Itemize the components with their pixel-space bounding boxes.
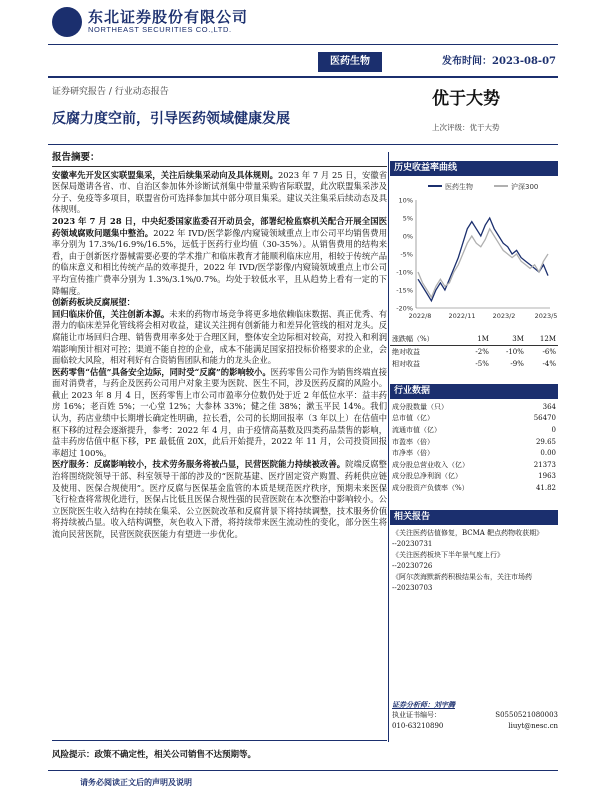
y-tick-label: 5% xyxy=(402,214,413,223)
y-tick-label: -15% xyxy=(396,286,413,295)
publish-date: 发布时间：2023-08-07 xyxy=(442,56,556,67)
list-item: --20230731 xyxy=(392,540,433,548)
sector-badge: 医药生物 xyxy=(318,52,382,72)
row-value: -10% xyxy=(505,348,524,356)
x-tick-label: 2022/8 xyxy=(408,312,432,320)
table-row xyxy=(390,413,558,425)
performance-col-3m: 3M xyxy=(491,333,526,346)
report-title: 反腐力度空前，引导医药领域健康发展 xyxy=(52,111,290,127)
row-label: 相对收益 xyxy=(392,360,420,368)
paragraph-5-lead: 医疗服务：反腐影响较小，技术劳务服务将被凸显，民营医院能力持续被改善。 xyxy=(52,459,346,470)
summary-body xyxy=(52,152,387,541)
analyst-email[interactable]: liuyt@nesc.cn xyxy=(508,722,558,730)
performance-title: 涨跌幅（%） xyxy=(390,333,463,346)
paragraph-3-lead: 回归临床价值，关注创新本源。 xyxy=(52,308,170,319)
table-row xyxy=(390,482,558,494)
company-name-en: NORTHEAST SECURITIES CO.,LTD. xyxy=(88,25,232,34)
row-label: 市净率（倍） xyxy=(392,449,434,458)
paragraph-4 xyxy=(52,367,387,460)
row-label: 成分股资产负债率（%） xyxy=(392,483,469,492)
title-divider xyxy=(48,144,558,145)
paragraph-3 xyxy=(52,309,387,367)
list-item: --20230726 xyxy=(392,562,433,570)
y-tick-label: 0% xyxy=(402,232,413,241)
paragraph-2-lead: 2023 年 7 月 28 日，中央纪委国家监委召开动员会，部署纪检监察机关配合开展全国医药领域腐败问题集中整治。 xyxy=(52,215,387,238)
analyst-info xyxy=(392,699,558,732)
paragraph-1-lead: 安徽率先开发区实联盟集采，关注后续集采动向及具体规则。 xyxy=(52,169,278,180)
header-rule xyxy=(48,76,558,78)
row-value: 0 xyxy=(551,425,556,434)
row-label: 成分股总净利润（亿） xyxy=(392,472,462,481)
row-value: 41.82 xyxy=(535,483,556,492)
return-chart xyxy=(390,176,558,326)
breadcrumb: 证券研究报告 / 行业动态报告 xyxy=(52,87,169,97)
x-tick-label: 2023/2 xyxy=(492,312,516,320)
y-tick-label: -5% xyxy=(400,250,413,259)
y-tick-label: -20% xyxy=(396,304,413,313)
row-label: 市盈率（倍） xyxy=(392,437,434,446)
x-tick-label: 2022/11 xyxy=(448,312,476,320)
company-name-cn: 东北证券股份有限公司 xyxy=(88,8,249,26)
related-reports-list xyxy=(392,528,558,594)
cert-label: 执业证书编号： xyxy=(392,711,441,719)
row-label: 总市值（亿） xyxy=(392,414,434,423)
list-item[interactable]: 《关注医药估值修复，BCMA 靶点药物收获期》 xyxy=(392,529,544,537)
series-line xyxy=(418,218,548,301)
row-label: 成分股数量（只） xyxy=(392,402,448,411)
row-value: -9% xyxy=(510,360,524,368)
list-item[interactable]: 《关注医药板块下半年景气度上行》 xyxy=(392,551,504,559)
row-value: 364 xyxy=(542,402,556,411)
paragraph-3-text: 未来的药物市场竞争将更多地依赖临床数据、真正优秀、有潜力的临床差异化管线将会相对收益，建议关注拥有创新能力和差异化管线的相对龙头。反腐能让市场回归合理、销售费用率多处于合理区间，整体安全边际相对较高，对投入和利润端影响预计相对可控；渠道不能自控的企业，成本不能满足国家招投标价格要求的企业，会面临较大风险，相对利好有合资销售团队和能力的龙头企业。 xyxy=(52,308,387,366)
row-value: 29.65 xyxy=(535,437,556,446)
risk-warning: 风险提示：政策不确定性，相关公司销售不达预期等。 xyxy=(52,750,257,760)
x-tick-label: 2023/5 xyxy=(534,312,558,320)
table-row xyxy=(390,471,558,483)
table-row xyxy=(390,358,558,370)
rating: 优于大势 xyxy=(432,89,500,109)
industry-data-table xyxy=(390,401,558,494)
cert-row xyxy=(392,710,558,721)
row-value: -4% xyxy=(542,360,556,368)
table-row xyxy=(390,424,558,436)
row-label: 绝对收益 xyxy=(392,348,420,356)
related-reports-header: 相关报告 xyxy=(390,510,558,525)
paragraph-5 xyxy=(52,459,387,540)
row-value: -5% xyxy=(475,360,489,368)
performance-col-1m: 1M xyxy=(463,333,491,346)
row-value: -2% xyxy=(475,348,489,356)
paragraph-4-text: 医药零售公司作为销售终端直接面对消费者，与药企及医药公司用户对象主要为医院、医生不同，涉及医药反腐的风险小。截止 2023 年 8 月 4 日，医药零售上市公司市盈率分位数仍处于近 2 年低位水平：益丰药房 16%；老百姓 5%；一心堂 12%；大参林 33%；健之佳 38%；漱玉平民 14%。我们认为，药店业绩中长期增长确定性明确，拉长看，公司的长期回报率（3 年以上）在估值中枢下移的过程会逐渐提升，参考：2022 年 4 月，由于疫情高基数及四类药品禁售的影响，益丰药房估值中枢下移，PE 最低值 20X，此后开始提升，2022 年 11 月，公司投资回报率超过 100%。 xyxy=(52,366,387,458)
footer-disclaimer: 请务必阅读正文后的声明及说明 xyxy=(80,777,192,787)
section-2-heading: 创新药板块反腐展望： xyxy=(52,297,135,308)
paragraph-4-lead: 医药零售“估值”具备安全边际，同时受“反腐”的影响较小。 xyxy=(52,366,271,377)
table-row xyxy=(390,401,558,413)
legend-label: 医药生物 xyxy=(445,183,473,191)
table-row xyxy=(390,346,558,359)
paragraph-2 xyxy=(52,216,387,297)
paragraph-1 xyxy=(52,170,387,216)
row-value: 0.00 xyxy=(540,449,556,458)
industry-data-header: 行业数据 xyxy=(390,384,558,399)
row-value: 21373 xyxy=(533,460,556,469)
paragraph-5-text: 院端反腐整治将围绕院领导干部、科室领导干部的涉及的“医院基建、医疗固定资产购置、药耗供应链及使用、医保合规使用”。医疗反腐与医保基金监管的本质是规范医疗秩序，预期未来医保飞行检查将常规化进行，医保占比低且医保合规性强的民营医院在本次整治中影响较小。公立医院医生收入结构在持续在集采、公立医院改革和反腐背景下将持续调整，技术服务价值将持续被凸显。收入结构调整，灰色收入下滑，将持续带来医生流动性的变化，部分医生将流向民营医院，民营医院获医能力有望进一步优化。 xyxy=(52,459,387,539)
cert-number: S0550521080003 xyxy=(495,711,558,719)
summary-heading: 报告摘要： xyxy=(52,152,100,163)
column-divider xyxy=(388,152,389,742)
paragraph-1-text: 2023 年 7 月 25 日，安徽省医保局邀请各省、市、自治区参加体外诊断试剂集中带量采购省际联盟，此次联盟集采涉及分子、免疫等多项目，联盟省份可选择参加其中部分项目集采。建议关注集采后续动态及具体规则。 xyxy=(52,169,387,215)
table-row xyxy=(390,459,558,471)
previous-rating: 上次评级：优于大势 xyxy=(432,123,500,132)
contact-row xyxy=(392,721,558,732)
row-value: 1963 xyxy=(538,472,556,481)
paragraph-2-text: 2022 年 IVD/医学影像/内窥镜领域重点上市公司平均销售费用率分别为 17.3%/16.9%/16.5%，远低于医药行业均值（30-35%）。从销售费用的结构来看，由于创新医疗器械需要必要的学术推广和临床教育才能顺利临床应用，相较于传统产品的临床意义和相比传统产品的效率提升，2022 年 IVD/医学影像/内窥镜领域重点上市公司平均宣传推广费率分别为 1.3%/3.1%/0.7%。均处于较低水平，且从趋势上看有一定的下降幅度。 xyxy=(52,227,387,296)
performance-header-row xyxy=(390,333,558,346)
chart-section-header: 历史收益率曲线 xyxy=(390,161,558,176)
row-value: -6% xyxy=(542,348,556,356)
analyst-name: 证券分析师：刘宇腾 xyxy=(392,700,455,709)
performance-table xyxy=(390,333,558,370)
legend-label: 沪深300 xyxy=(511,183,539,191)
list-item[interactable]: 《阿尔茨海默新药积极结果公布，关注市场药 xyxy=(392,573,532,581)
table-row xyxy=(390,447,558,459)
row-label: 成分股总营业收入（亿） xyxy=(392,460,469,469)
footer-divider xyxy=(48,770,558,771)
list-item: --20230703 xyxy=(392,584,433,592)
performance-col-12m: 12M xyxy=(526,333,558,346)
risk-divider xyxy=(52,740,387,741)
header-divider xyxy=(48,44,558,45)
table-row xyxy=(390,436,558,448)
row-label: 流通市值（亿） xyxy=(392,425,441,434)
row-value: 56470 xyxy=(533,414,556,423)
logo-icon xyxy=(52,7,82,37)
analyst-phone: 010-63210890 xyxy=(392,722,444,730)
y-tick-label: 10% xyxy=(398,196,413,205)
y-tick-label: -10% xyxy=(396,268,413,277)
summary-divider xyxy=(52,166,387,167)
